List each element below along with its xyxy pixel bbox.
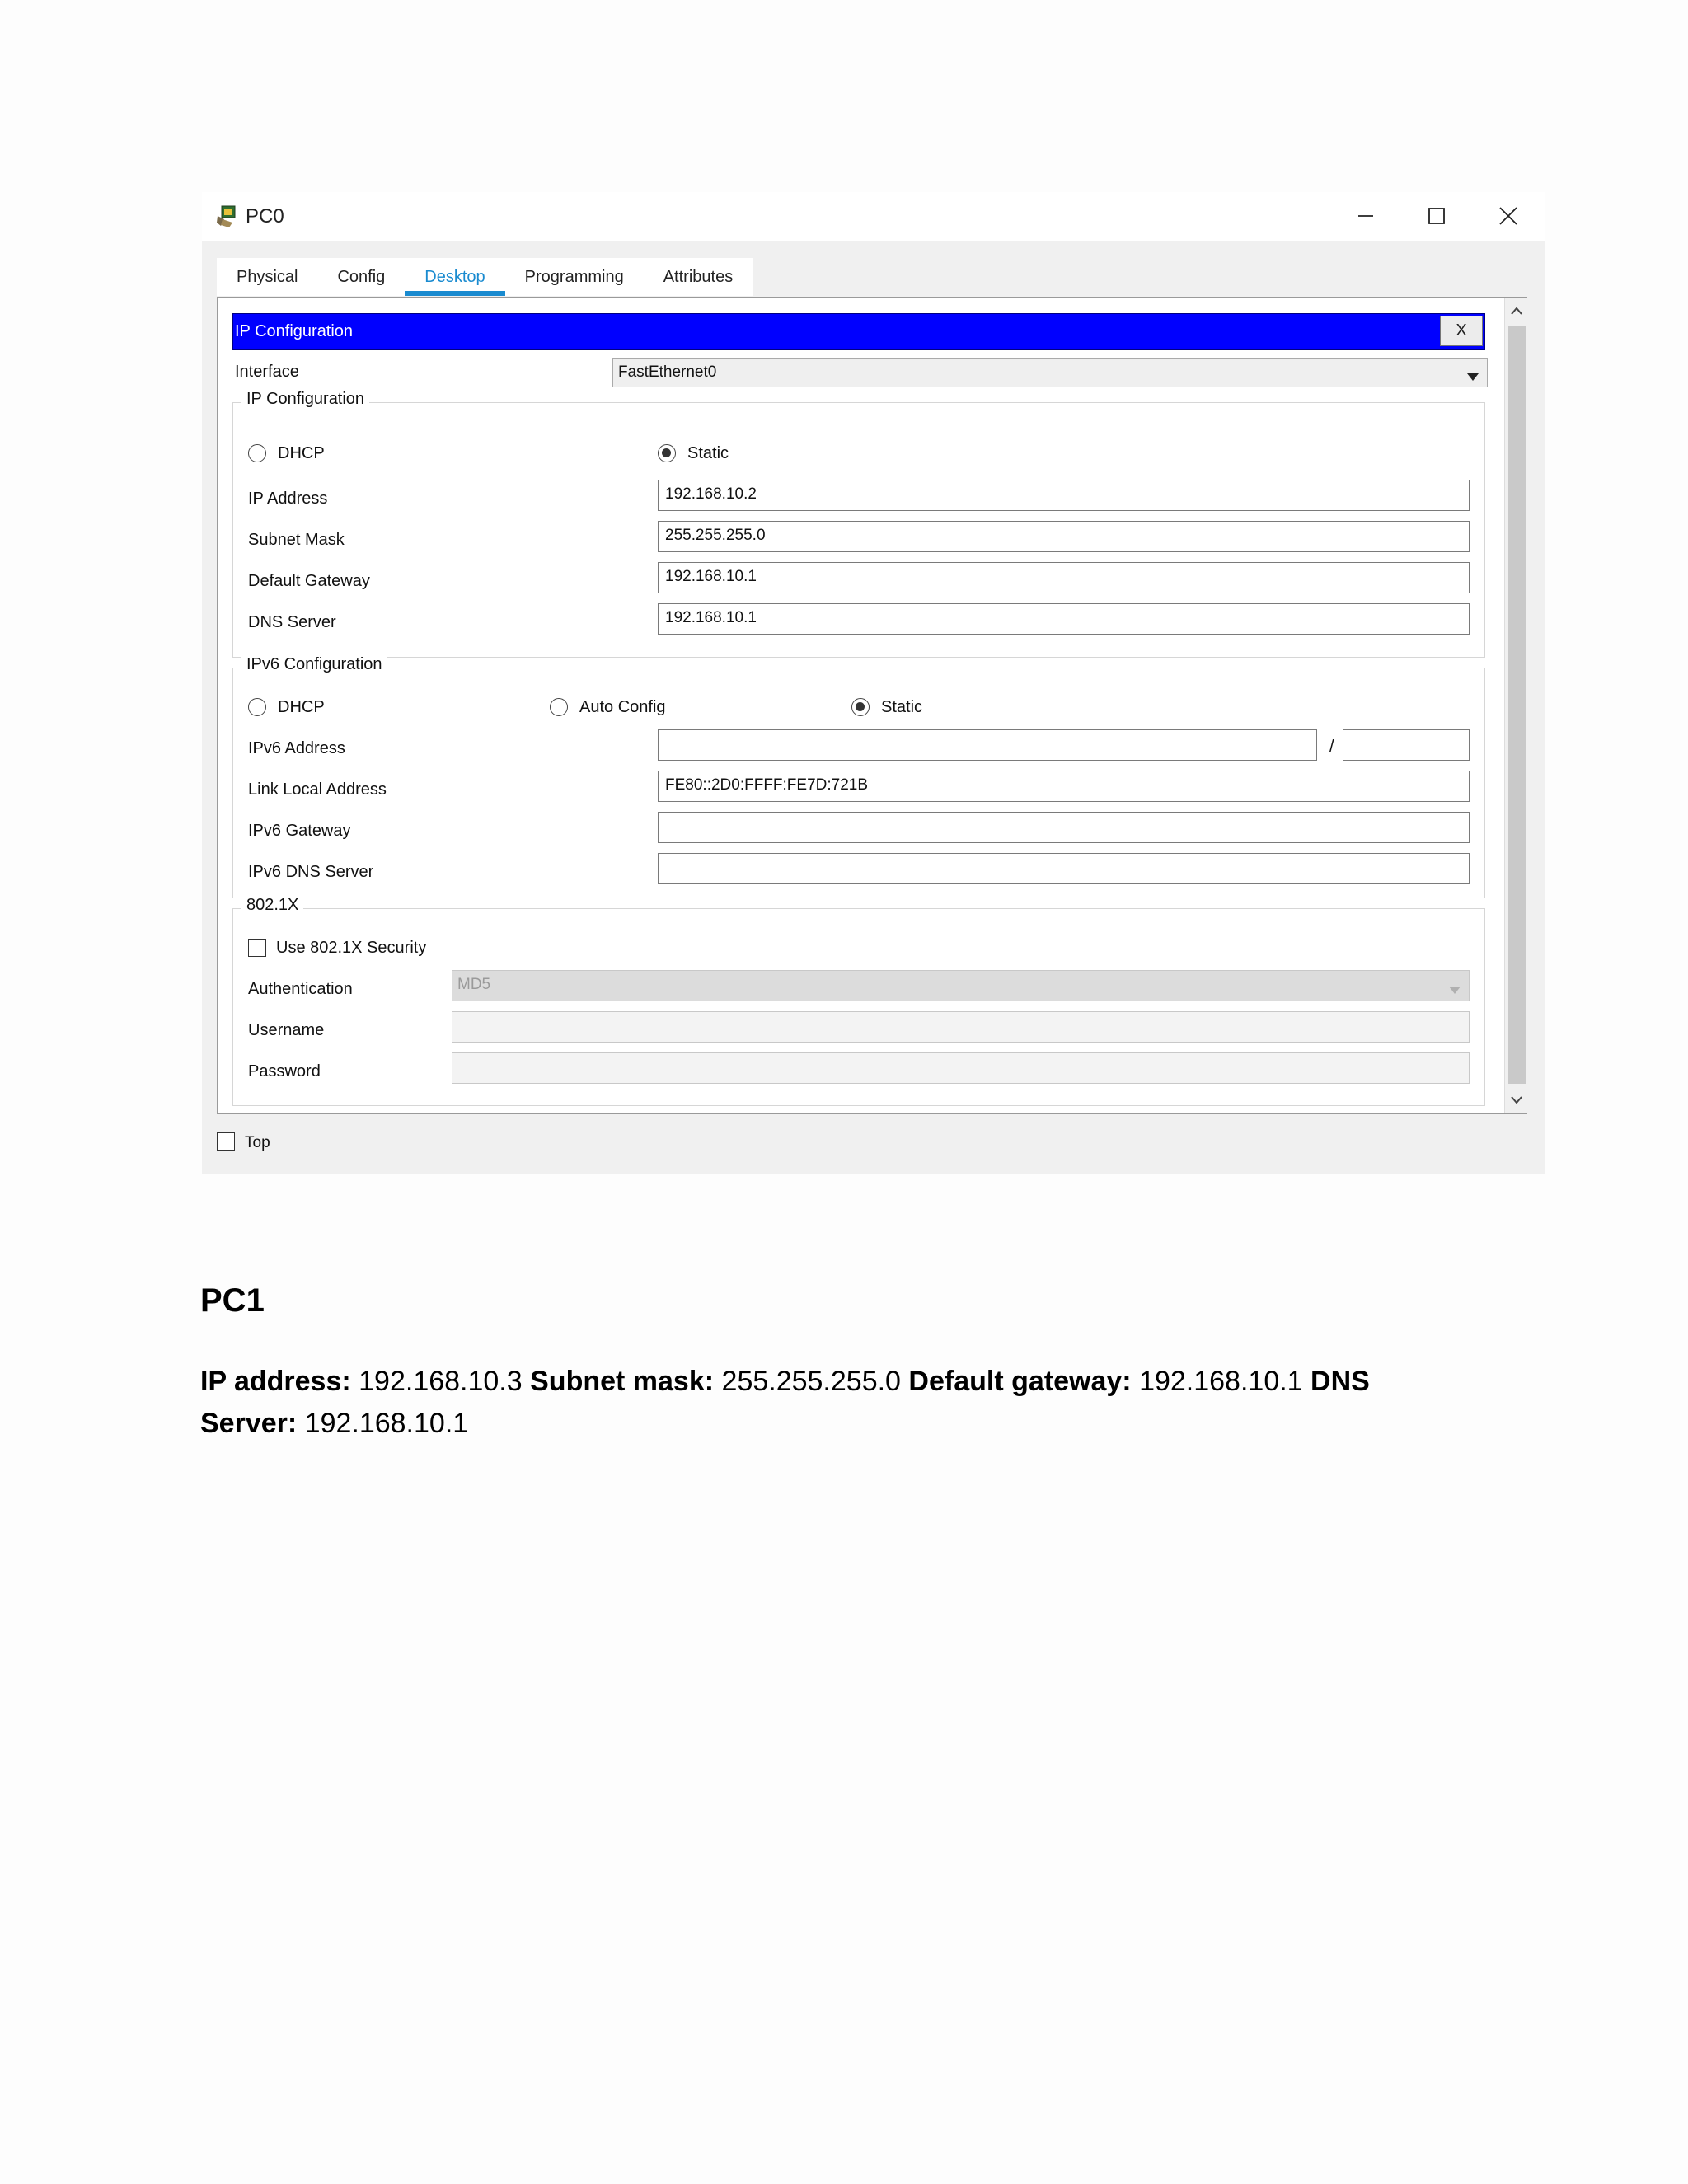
ipv6-address-label: IPv6 Address: [248, 739, 345, 757]
subnet-mask-field[interactable]: 255.255.255.0: [658, 521, 1470, 552]
ipv4-static-radio[interactable]: [658, 444, 676, 462]
dns-server-field[interactable]: 192.168.10.1: [658, 603, 1470, 635]
password-field[interactable]: [452, 1052, 1470, 1084]
top-label: Top: [245, 1134, 270, 1151]
window-title: PC0: [246, 205, 284, 227]
scroll-down-icon[interactable]: [1510, 1094, 1523, 1109]
scroll-up-icon[interactable]: [1510, 305, 1523, 320]
minimize-icon: [1357, 207, 1375, 229]
tab-physical[interactable]: Physical: [237, 267, 298, 286]
authentication-select[interactable]: [452, 970, 1470, 1001]
interface-label: Interface: [235, 363, 299, 381]
ipv6-dns-label: IPv6 DNS Server: [248, 863, 374, 881]
vertical-scrollbar[interactable]: [1504, 298, 1528, 1113]
maximize-button[interactable]: [1412, 197, 1461, 238]
maximize-icon: [1428, 207, 1446, 229]
tab-programming[interactable]: Programming: [524, 267, 624, 286]
pc1-heading: PC1: [200, 1282, 265, 1319]
pc1-dns-label-line2: Server:: [200, 1408, 298, 1439]
interface-value: FastEthernet0: [618, 363, 717, 381]
ipv6-gateway-label: IPv6 Gateway: [248, 822, 351, 840]
authentication-label: Authentication: [248, 980, 353, 998]
minimize-button[interactable]: [1341, 197, 1390, 238]
pc1-dns-value: 192.168.10.1: [304, 1408, 469, 1439]
default-gateway-label: Default Gateway: [248, 572, 370, 590]
ip-configuration-header: [232, 313, 1485, 350]
close-icon: [1498, 206, 1518, 230]
tab-config[interactable]: Config: [337, 267, 386, 286]
title-bar[interactable]: [202, 192, 1545, 241]
ipv4-dhcp-radio[interactable]: [248, 444, 266, 462]
dropdown-arrow-icon: [1449, 982, 1461, 1000]
default-gateway-field[interactable]: 192.168.10.1: [658, 562, 1470, 593]
ipv6-address-field[interactable]: [658, 729, 1317, 761]
dot1x-legend: 802.1X: [241, 896, 303, 915]
desktop-panel: [217, 297, 1527, 1114]
ipv6-static-label: Static: [881, 698, 923, 716]
interface-select[interactable]: [612, 358, 1488, 387]
ipv6-legend: IPv6 Configuration: [241, 655, 387, 674]
pc1-gateway-label: Default gateway:: [908, 1366, 1132, 1397]
ip-address-field[interactable]: 192.168.10.2: [658, 480, 1470, 511]
pc1-ip-label: IP address:: [200, 1366, 351, 1397]
username-field[interactable]: [452, 1011, 1470, 1043]
authentication-value: MD5: [457, 976, 491, 993]
ipv6-dhcp-radio[interactable]: [248, 698, 266, 716]
pc1-details: [200, 1361, 1437, 1445]
close-ip-config-button[interactable]: X: [1440, 316, 1483, 346]
pc1-subnet-value: 255.255.255.0: [721, 1366, 901, 1397]
pc1-gateway-value: 192.168.10.1: [1139, 1366, 1303, 1397]
ipv6-auto-config-label: Auto Config: [579, 698, 666, 716]
scroll-thumb[interactable]: [1508, 326, 1526, 1084]
pc-icon: [214, 204, 239, 229]
close-window-button[interactable]: [1484, 197, 1533, 238]
ipv6-auto-config-radio[interactable]: [550, 698, 568, 716]
ipv4-static-label: Static: [687, 444, 729, 462]
header-title: IP Configuration: [235, 322, 354, 340]
ipv4-dhcp-label: DHCP: [278, 444, 325, 462]
ipv4-legend: IP Configuration: [241, 390, 369, 409]
ipv6-gateway-field[interactable]: [658, 812, 1470, 843]
ipv6-static-radio[interactable]: [851, 698, 870, 716]
use-8021x-label: Use 802.1X Security: [276, 939, 427, 957]
link-local-field[interactable]: FE80::2D0:FFFF:FE7D:721B: [658, 771, 1470, 802]
dot1x-group: [232, 896, 1485, 1106]
tab-bar: [217, 258, 753, 296]
top-checkbox[interactable]: [217, 1132, 235, 1151]
pc1-subnet-label: Subnet mask:: [530, 1366, 715, 1397]
use-8021x-checkbox[interactable]: [248, 939, 266, 957]
prefix-separator: /: [1329, 738, 1334, 756]
username-label: Username: [248, 1021, 325, 1039]
pc0-window: [202, 192, 1545, 1174]
pc1-ip-value: 192.168.10.3: [359, 1366, 523, 1397]
window-body: [202, 241, 1545, 1174]
link-local-label: Link Local Address: [248, 780, 387, 799]
ip-address-label: IP Address: [248, 490, 328, 508]
subnet-mask-label: Subnet Mask: [248, 531, 345, 549]
ipv6-group: [232, 655, 1485, 898]
tab-attributes[interactable]: Attributes: [663, 267, 734, 286]
ipv4-group: [232, 390, 1485, 658]
pc1-dns-label-line1: DNS: [1311, 1366, 1370, 1397]
dns-server-label: DNS Server: [248, 613, 336, 631]
password-label: Password: [248, 1062, 321, 1080]
dropdown-arrow-icon: [1467, 368, 1479, 387]
tab-desktop[interactable]: Desktop: [405, 258, 504, 296]
ipv6-dhcp-label: DHCP: [278, 698, 325, 716]
ipv6-prefix-field[interactable]: [1343, 729, 1470, 761]
ipv6-dns-field[interactable]: [658, 853, 1470, 884]
